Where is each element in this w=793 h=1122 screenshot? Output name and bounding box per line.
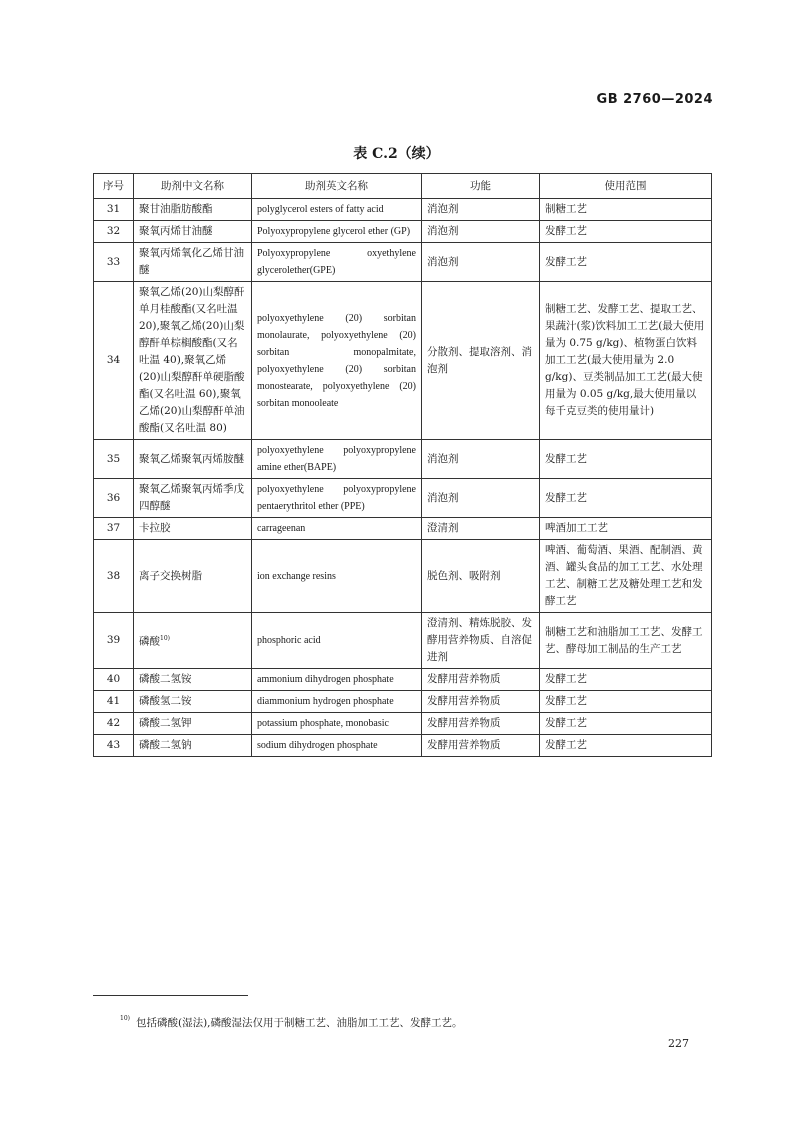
row-number: 37	[94, 518, 134, 540]
english-name: Polyoxypropylene glycerol ether (GP)	[252, 221, 422, 243]
table-header-row	[94, 174, 712, 199]
function: 发酵用营养物质	[422, 691, 540, 713]
function: 消泡剂	[422, 479, 540, 518]
column-header: 序号	[94, 174, 134, 199]
usage-scope: 发酵工艺	[540, 243, 712, 282]
standard-number: GB 2760—2024	[596, 92, 713, 107]
row-number: 31	[94, 199, 134, 221]
table-row	[94, 440, 712, 479]
chinese-name: 磷酸氢二铵	[134, 691, 252, 713]
usage-scope: 发酵工艺	[540, 691, 712, 713]
footnote	[120, 1015, 463, 1030]
row-number: 40	[94, 669, 134, 691]
table-row	[94, 691, 712, 713]
english-name: polyoxyethylene polyoxypropylene amine ether(BAPE)	[252, 440, 422, 479]
english-name: ammonium dihydrogen phosphate	[252, 669, 422, 691]
table-row	[94, 613, 712, 669]
english-name: sodium dihydrogen phosphate	[252, 735, 422, 757]
page-number: 227	[668, 1037, 689, 1050]
function: 脱色剂、吸附剂	[422, 540, 540, 613]
function: 消泡剂	[422, 199, 540, 221]
english-name: ion exchange resins	[252, 540, 422, 613]
column-header: 助剂中文名称	[134, 174, 252, 199]
column-header: 功能	[422, 174, 540, 199]
function: 发酵用营养物质	[422, 669, 540, 691]
row-number: 32	[94, 221, 134, 243]
footnote-text: 包括磷酸(湿法),磷酸湿法仅用于制糖工艺、油脂加工工艺、发酵工艺。	[135, 1017, 463, 1029]
row-number: 39	[94, 613, 134, 669]
usage-scope: 制糖工艺和油脂加工工艺、发酵工艺、酵母加工制品的生产工艺	[540, 613, 712, 669]
table-row	[94, 540, 712, 613]
function: 消泡剂	[422, 440, 540, 479]
chinese-name: 聚氧乙烯聚氧丙烯胺醚	[134, 440, 252, 479]
chinese-name: 磷酸二氢钾	[134, 713, 252, 735]
row-number: 34	[94, 282, 134, 440]
english-name: potassium phosphate, monobasic	[252, 713, 422, 735]
usage-scope: 发酵工艺	[540, 221, 712, 243]
english-name: Polyoxypropylene oxyethylene glycerolether(GPE)	[252, 243, 422, 282]
chinese-name: 磷酸	[139, 635, 160, 648]
function: 分散剂、提取溶剂、消泡剂	[422, 282, 540, 440]
chinese-name: 聚氧丙烯甘油醚	[134, 221, 252, 243]
function: 消泡剂	[422, 243, 540, 282]
row-number: 41	[94, 691, 134, 713]
usage-scope: 发酵工艺	[540, 735, 712, 757]
function: 发酵用营养物质	[422, 735, 540, 757]
chinese-name: 聚甘油脂肪酸酯	[134, 199, 252, 221]
usage-scope: 啤酒加工工艺	[540, 518, 712, 540]
chinese-name: 聚氧丙烯氧化乙烯甘油醚	[134, 243, 252, 282]
table-row	[94, 221, 712, 243]
table-row	[94, 282, 712, 440]
table-row	[94, 735, 712, 757]
table-title: 表 C.2（续）	[353, 146, 440, 162]
english-name: carrageenan	[252, 518, 422, 540]
english-name: diammonium hydrogen phosphate	[252, 691, 422, 713]
usage-scope: 制糖工艺、发酵工艺、提取工艺、果蔬汁(浆)饮料加工工艺(最大使用量为 0.75 g/kg)、植物蛋白饮料加工工艺(最大使用量为 2.0 g/kg)、豆类制品加工工艺(最大使用量为 0.05 g/kg,最大使用量以每千克豆类的使用量计)	[540, 282, 712, 440]
row-number: 33	[94, 243, 134, 282]
usage-scope: 发酵工艺	[540, 479, 712, 518]
chinese-name: 卡拉胶	[134, 518, 252, 540]
english-name: phosphoric acid	[252, 613, 422, 669]
column-header: 助剂英文名称	[252, 174, 422, 199]
table-row	[94, 713, 712, 735]
chinese-name: 磷酸二氢铵	[134, 669, 252, 691]
row-number: 42	[94, 713, 134, 735]
english-name: polyoxyethylene (20) sorbitan monolaurate, polyoxyethylene (20) sorbitan monopalmitate, polyoxyethylene (20) sorbitan monostearate, polyoxyethylene (20) sorbitan monooleate	[252, 282, 422, 440]
table-row	[94, 199, 712, 221]
table-row	[94, 243, 712, 282]
english-name: polyglycerol esters of fatty acid	[252, 199, 422, 221]
usage-scope: 发酵工艺	[540, 713, 712, 735]
chinese-name: 聚氧乙烯(20)山梨醇酐单月桂酸酯(又名吐温 20),聚氧乙烯(20)山梨醇酐单棕榈酸酯(又名吐温 40),聚氧乙烯(20)山梨醇酐单硬脂酸酯(又名吐温 60),聚氧乙烯(20)山梨醇酐单油酸酯(又名吐温 80)	[134, 282, 252, 440]
chinese-name-cell	[134, 613, 252, 669]
row-number: 38	[94, 540, 134, 613]
footnote-marker: 10)	[160, 635, 170, 643]
table-row	[94, 479, 712, 518]
chinese-name: 离子交换树脂	[134, 540, 252, 613]
footnote-mark: 10)	[120, 1015, 130, 1022]
usage-scope: 发酵工艺	[540, 669, 712, 691]
footnote-divider	[93, 995, 248, 996]
row-number: 43	[94, 735, 134, 757]
function: 澄清剂	[422, 518, 540, 540]
chinese-name: 磷酸二氢钠	[134, 735, 252, 757]
chinese-name: 聚氧乙烯聚氧丙烯季戊四醇醚	[134, 479, 252, 518]
function: 澄清剂、精炼脱胶、发酵用营养物质、自溶促进剂	[422, 613, 540, 669]
usage-scope: 发酵工艺	[540, 440, 712, 479]
processing-aids-table	[93, 173, 712, 757]
usage-scope: 啤酒、葡萄酒、果酒、配制酒、黄酒、罐头食品的加工工艺、水处理工艺、制糖工艺及糖处理工艺和发酵工艺	[540, 540, 712, 613]
function: 消泡剂	[422, 221, 540, 243]
row-number: 36	[94, 479, 134, 518]
usage-scope: 制糖工艺	[540, 199, 712, 221]
english-name: polyoxyethylene polyoxypropylene pentaerythritol ether (PPE)	[252, 479, 422, 518]
table-row	[94, 518, 712, 540]
column-header: 使用范围	[540, 174, 712, 199]
row-number: 35	[94, 440, 134, 479]
table-row	[94, 669, 712, 691]
function: 发酵用营养物质	[422, 713, 540, 735]
